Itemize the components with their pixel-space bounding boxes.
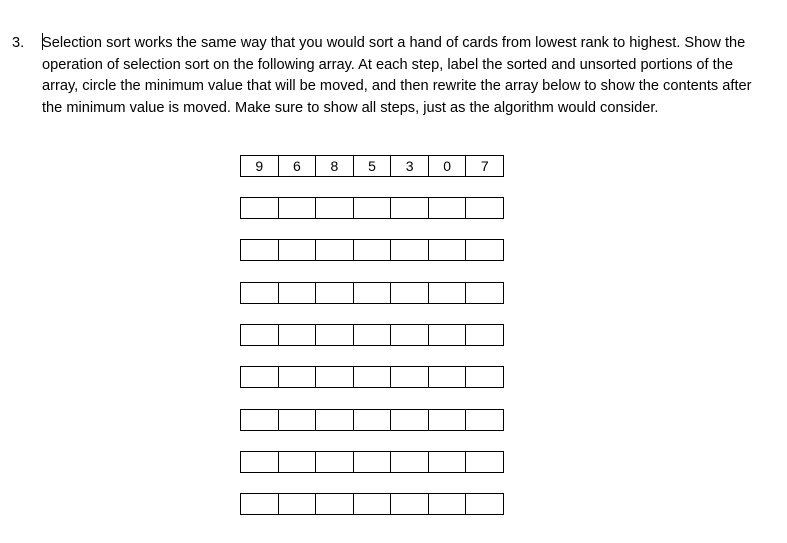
- blank-array-cell[interactable]: [429, 410, 467, 430]
- blank-array-cell[interactable]: [391, 410, 429, 430]
- blank-array-cell[interactable]: [354, 452, 392, 472]
- blank-array-cell[interactable]: [316, 283, 354, 303]
- blank-array-cell[interactable]: [279, 198, 317, 218]
- blank-array-cell[interactable]: [241, 325, 279, 345]
- blank-array-cell[interactable]: [391, 325, 429, 345]
- blank-array-cell[interactable]: [354, 367, 392, 387]
- question-text: Selection sort works the same way that you would sort a hand of cards from lowest rank to highest. Show the operation of selection sort on the following array. At each step, label the sorted and unsorted portions of the array, circle the minimum value that will be moved, and then rewrite the array below to show the contents after the minimum value is moved. Make sure to show all steps, just as the algorithm would consider.: [42, 35, 752, 116]
- array-cell: 9: [241, 156, 279, 176]
- blank-array-cell[interactable]: [391, 198, 429, 218]
- array-cell: 7: [480, 158, 489, 174]
- blank-array-cell[interactable]: [466, 240, 503, 260]
- blank-array-row: [240, 493, 504, 515]
- array-cell: 0: [429, 156, 467, 176]
- blank-array-cell[interactable]: [429, 494, 467, 514]
- blank-array-cell[interactable]: [466, 283, 503, 303]
- blank-array-cell[interactable]: [429, 325, 467, 345]
- blank-array-row: [240, 239, 504, 261]
- array-cell: 5: [354, 156, 392, 176]
- blank-array-cell[interactable]: [466, 452, 503, 472]
- question-block: [12, 33, 772, 119]
- blank-array-cell[interactable]: [241, 198, 279, 218]
- blank-array-cell[interactable]: [279, 367, 317, 387]
- blank-array-cell[interactable]: [279, 410, 317, 430]
- blank-array-cell[interactable]: [316, 240, 354, 260]
- blank-array-cell[interactable]: [316, 452, 354, 472]
- blank-array-cell[interactable]: [466, 494, 503, 514]
- blank-array-cell[interactable]: [316, 410, 354, 430]
- blank-array-cell[interactable]: [429, 283, 467, 303]
- blank-array-cell[interactable]: [429, 198, 467, 218]
- blank-array-row: [240, 366, 504, 388]
- blank-array-cell[interactable]: [354, 410, 392, 430]
- blank-array-cell[interactable]: [241, 283, 279, 303]
- array-cell: 6: [279, 156, 317, 176]
- blank-array-row: [240, 409, 504, 431]
- blank-array-cell[interactable]: [279, 283, 317, 303]
- blank-array-cell[interactable]: [279, 452, 317, 472]
- blank-array-cell[interactable]: [354, 494, 392, 514]
- blank-array-cell[interactable]: [241, 494, 279, 514]
- blank-array-cell[interactable]: [391, 494, 429, 514]
- blank-array-cell[interactable]: [354, 283, 392, 303]
- initial-array-row: [240, 155, 504, 177]
- blank-array-cell[interactable]: [391, 283, 429, 303]
- blank-array-cell[interactable]: [391, 240, 429, 260]
- blank-array-row: [240, 324, 504, 346]
- blank-array-cell[interactable]: [466, 367, 503, 387]
- blank-array-cell[interactable]: [429, 367, 467, 387]
- blank-array-cell[interactable]: [354, 198, 392, 218]
- array-cell: 8: [316, 156, 354, 176]
- blank-array-cell[interactable]: [241, 452, 279, 472]
- blank-array-cell[interactable]: [279, 240, 317, 260]
- blank-array-cell[interactable]: [429, 240, 467, 260]
- question-text-container[interactable]: [42, 33, 767, 119]
- blank-array-cell[interactable]: [391, 452, 429, 472]
- blank-array-cell[interactable]: [391, 367, 429, 387]
- blank-array-cell[interactable]: [279, 494, 317, 514]
- blank-array-cell[interactable]: [466, 410, 503, 430]
- blank-array-cell[interactable]: [429, 452, 467, 472]
- array-cell: 3: [391, 156, 429, 176]
- blank-array-cell[interactable]: [316, 325, 354, 345]
- blank-array-cell[interactable]: [241, 410, 279, 430]
- blank-array-cell[interactable]: [279, 325, 317, 345]
- blank-array-cell[interactable]: [466, 325, 503, 345]
- blank-array-cell[interactable]: [316, 198, 354, 218]
- blank-array-cell[interactable]: [241, 240, 279, 260]
- blank-array-row: [240, 197, 504, 219]
- blank-array-cell[interactable]: [316, 367, 354, 387]
- blank-array-cell[interactable]: [316, 494, 354, 514]
- blank-array-cell[interactable]: [354, 240, 392, 260]
- blank-array-cell[interactable]: [354, 325, 392, 345]
- blank-array-row: [240, 451, 504, 473]
- question-number: 3.: [12, 35, 25, 51]
- blank-array-row: [240, 282, 504, 304]
- blank-array-cell[interactable]: [241, 367, 279, 387]
- blank-array-cell[interactable]: [466, 198, 503, 218]
